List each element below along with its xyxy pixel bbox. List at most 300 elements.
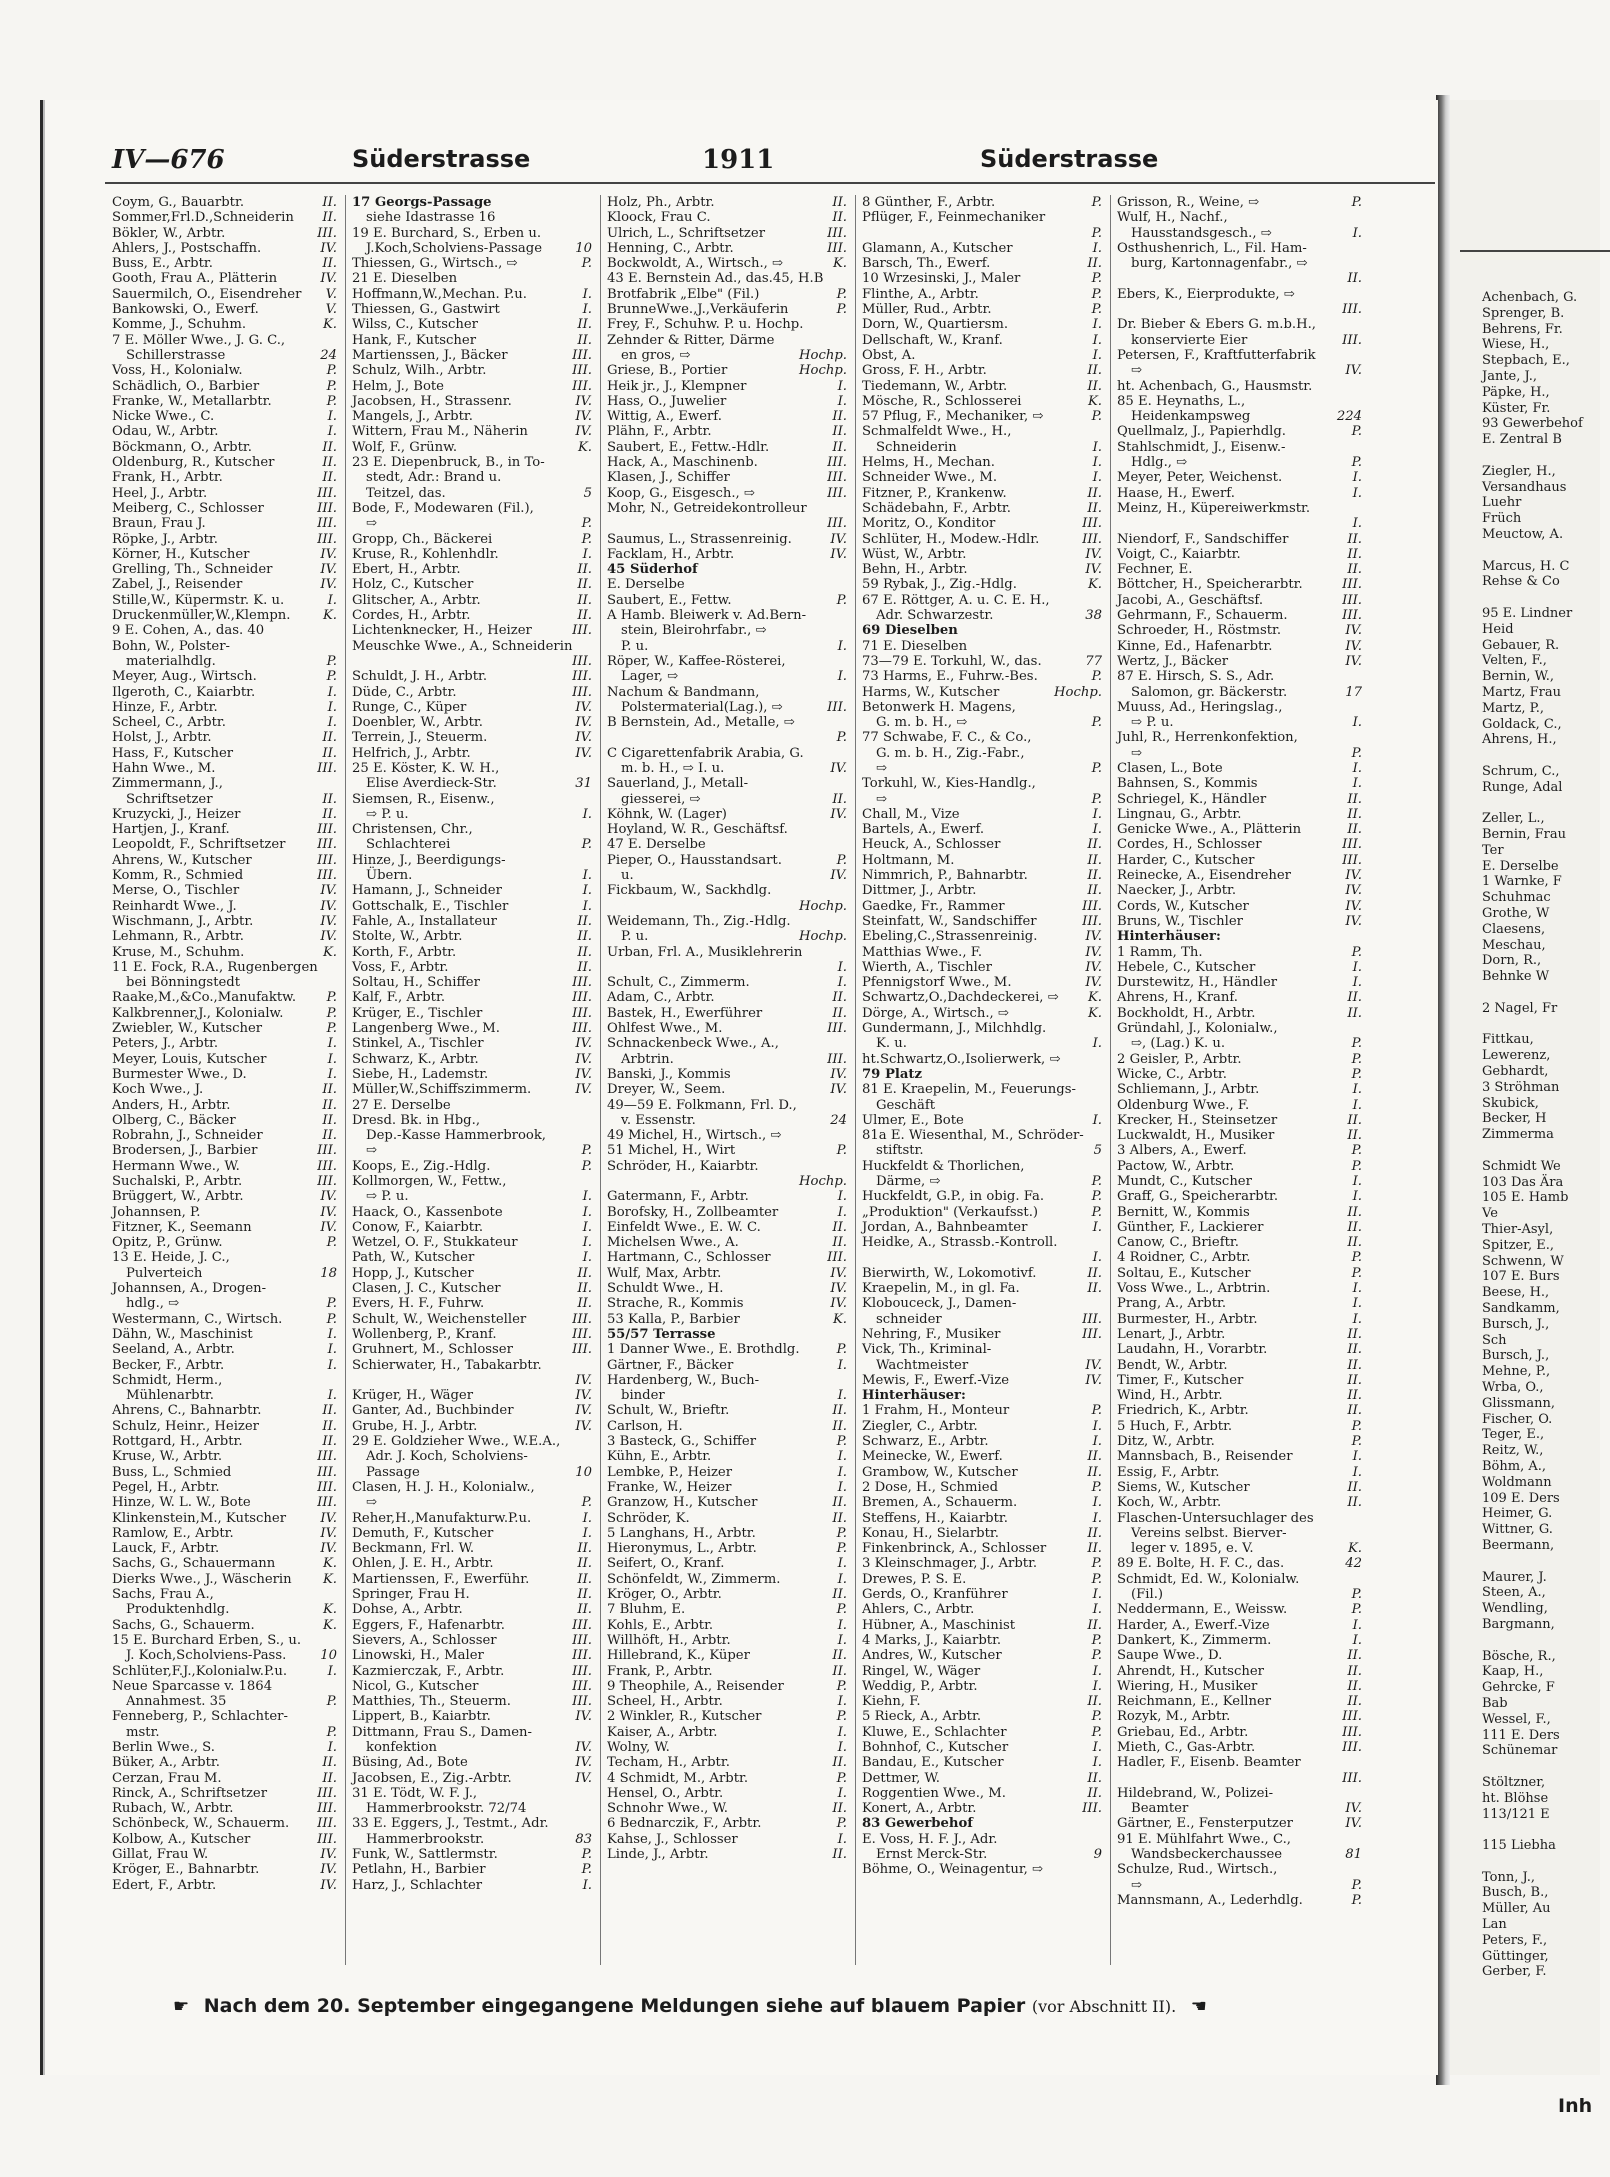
entry-name: Soltau, H., Schiffer <box>352 975 480 991</box>
entry-floor: K. <box>322 1556 337 1572</box>
entry-name: Muuss, Ad., Heringslag., <box>1117 699 1283 715</box>
entry-floor: I. <box>582 806 592 822</box>
entry-name: 1 Danner Wwe., E. Brothdlg. <box>607 1342 800 1358</box>
entry-name: G. m. b. H., Zig.-Fabr., <box>876 745 1025 761</box>
directory-entry <box>352 1342 592 1357</box>
footer-note <box>165 1995 1315 2017</box>
entry-floor: II. <box>832 1755 847 1771</box>
directory-entry <box>1117 1541 1362 1556</box>
directory-entry <box>1117 1664 1362 1679</box>
directory-entry <box>112 1587 337 1602</box>
next-page-fragment: Gehrcke, F <box>1482 1680 1555 1696</box>
entry-name: Glamann, A., Kutscher <box>862 240 1013 256</box>
entry-name: 87 E. Hirsch, S. S., Adr. <box>1117 669 1275 685</box>
entry-name: Dankert, K., Zimmerm. <box>1117 1632 1272 1648</box>
entry-name: Wiering, H., Musiker <box>1117 1678 1258 1694</box>
entry-floor: K. <box>832 1311 847 1327</box>
entry-floor: II. <box>1087 1694 1102 1710</box>
directory-entry <box>112 1113 337 1128</box>
entry-floor: IV. <box>575 1388 592 1404</box>
entry-name: Ilgeroth, C., Kaiarbtr. <box>112 684 256 700</box>
entry-floor: IV. <box>1085 975 1102 991</box>
entry-name: Hinze, W. L. W., Bote <box>112 1495 251 1511</box>
entry-floor <box>844 837 847 852</box>
entry-floor: III. <box>572 990 592 1006</box>
directory-entry <box>112 1771 337 1786</box>
next-page-fragment: Zimmerma <box>1482 1127 1554 1143</box>
entry-name: Koch Wwe., J. <box>112 1082 204 1098</box>
entry-floor: II. <box>832 195 847 210</box>
entry-floor: II. <box>832 791 847 807</box>
entry-floor <box>589 853 592 868</box>
entry-name: Bökler, W., Arbtr. <box>112 225 226 241</box>
entry-name: Voss, F., Arbtr. <box>352 959 449 975</box>
entry-floor: I. <box>327 409 337 425</box>
directory-entry <box>862 470 1102 485</box>
entry-name: Path, W., Kutscher <box>352 1250 475 1266</box>
entry-name: Bockholdt, H., Arbtr. <box>1117 1005 1256 1021</box>
entry-floor <box>589 1174 592 1189</box>
entry-floor: P. <box>1351 944 1362 960</box>
entry-name: Heidenkampsweg <box>1131 409 1251 425</box>
directory-entry <box>1117 516 1362 531</box>
directory-entry <box>1117 241 1362 256</box>
next-page-fragment: Fittkau, <box>1482 1032 1534 1048</box>
entry-name: 51 Michel, H., Wirt <box>607 1143 736 1159</box>
entry-name: leger v. 1895, e. V. <box>1131 1541 1254 1557</box>
entry-name: Mühlenarbtr. <box>126 1388 214 1404</box>
entry-name: Kruse, R., Kohlenhdlr. <box>352 546 499 562</box>
directory-entry <box>352 700 592 715</box>
entry-floor: IV. <box>830 1296 847 1312</box>
entry-floor: III. <box>827 455 847 471</box>
directory-entry <box>862 1465 1102 1480</box>
entry-floor: P. <box>1091 1709 1102 1725</box>
directory-entry <box>352 715 592 730</box>
entry-floor: I. <box>1352 1464 1362 1480</box>
entry-floor: I. <box>327 1739 337 1755</box>
entry-floor <box>1359 1786 1362 1801</box>
entry-name: Soltau, E., Kutscher <box>1117 1265 1251 1281</box>
entry-name: 81 E. Kraepelin, M., Feuerungs- <box>862 1082 1076 1098</box>
next-page-fragment: Jante, J., <box>1482 368 1537 384</box>
entry-floor: IV. <box>1345 898 1362 914</box>
directory-entry <box>352 1159 592 1174</box>
directory-entry <box>1117 990 1362 1005</box>
directory-entry <box>862 1664 1102 1679</box>
entry-name: 8 Günther, F., Arbtr. <box>862 195 996 210</box>
directory-entry <box>1117 1755 1362 1770</box>
directory-entry <box>352 1235 592 1250</box>
entry-floor: P. <box>1091 1403 1102 1419</box>
next-page-fragment <box>1482 1822 1583 1838</box>
entry-name: stein, Bleirohrfabr., ⇨ <box>621 623 767 639</box>
entry-name: Voss, H., Kolonialw. <box>112 363 243 379</box>
entry-name: 1 Ramm, Th. <box>1117 944 1203 960</box>
directory-entry <box>862 379 1102 394</box>
entry-floor: III. <box>827 699 847 715</box>
entry-name: Kolbow, A., Kutscher <box>112 1831 251 1847</box>
directory-entry <box>1117 210 1362 225</box>
directory-entry <box>112 1556 337 1571</box>
directory-entry <box>862 1082 1102 1097</box>
directory-entry <box>352 1358 592 1373</box>
entry-name: Berlin Wwe., S. <box>112 1739 215 1755</box>
entry-name: binder <box>621 1388 665 1404</box>
entry-name: Weidemann, Th., Zig.-Hdlg. <box>607 913 791 929</box>
entry-floor <box>589 1113 592 1128</box>
directory-entry <box>862 593 1102 608</box>
entry-floor: II. <box>322 791 337 807</box>
directory-entry <box>607 746 847 761</box>
directory-entry <box>862 1709 1102 1724</box>
next-page-fragment <box>1482 1143 1583 1159</box>
entry-name: Hillebrand, K., Küper <box>607 1648 750 1664</box>
next-page-fragment: 113/121 E <box>1482 1806 1550 1822</box>
entry-floor: IV. <box>575 715 592 731</box>
directory-entry <box>607 960 847 975</box>
entry-floor: P. <box>581 1158 592 1174</box>
directory-entry <box>1117 1495 1362 1510</box>
entry-floor: IV. <box>320 546 337 562</box>
entry-floor <box>1099 1067 1102 1082</box>
entry-floor <box>334 776 337 791</box>
entry-name: Saubert, E., Fettw.-Hdlr. <box>607 439 770 455</box>
entry-name: Flaschen-Untersuchlager des <box>1117 1510 1314 1526</box>
directory-entry <box>1117 1373 1362 1388</box>
entry-floor: II. <box>832 990 847 1006</box>
entry-name: Thiessen, G., Gastwirt <box>352 302 500 318</box>
entry-name: Röper, W., Kaffee-Rösterei, <box>607 653 786 669</box>
entry-floor <box>334 1633 337 1648</box>
directory-entry <box>112 1602 337 1617</box>
directory-entry <box>607 776 847 791</box>
directory-entry <box>862 929 1102 944</box>
entry-name: Borofsky, H., Zollbeamter <box>607 1204 779 1220</box>
next-page-fragment: Meuctow, A. <box>1482 526 1564 542</box>
directory-entry <box>352 929 592 944</box>
directory-entry <box>112 501 337 516</box>
next-page-fragment: Steen, A., <box>1482 1585 1546 1601</box>
entry-floor: II. <box>577 317 592 333</box>
directory-entry <box>112 486 337 501</box>
entry-floor: II. <box>577 1587 592 1603</box>
entry-name: Friedrich, K., Arbtr. <box>1117 1403 1249 1419</box>
next-page-fragment: 95 E. Lindner <box>1482 605 1573 621</box>
directory-entry <box>1117 883 1362 898</box>
entry-floor: III. <box>1342 1739 1362 1755</box>
directory-entry <box>862 516 1102 531</box>
year: 1911 <box>702 145 775 175</box>
entry-floor: II. <box>322 745 337 761</box>
entry-name: Pegel, H., Arbtr. <box>112 1479 220 1495</box>
entry-name: Arbtrin. <box>621 1051 674 1067</box>
entry-name: Wittern, Frau M., Näherin <box>352 424 528 440</box>
directory-entry <box>1117 822 1362 837</box>
pointing-hand-icon: ☛ <box>173 1996 190 2017</box>
directory-entry <box>352 1006 592 1021</box>
entry-floor: P. <box>836 1342 847 1358</box>
entry-floor: II. <box>1087 256 1102 272</box>
directory-entry <box>862 1847 1102 1862</box>
next-page-fragment: Lewerenz, <box>1482 1048 1551 1064</box>
entry-floor: IV. <box>1345 868 1362 884</box>
entry-name: hdlg., ⇨ <box>126 1296 180 1312</box>
entry-floor: 10 <box>320 1648 337 1664</box>
entry-floor: II. <box>832 1663 847 1679</box>
entry-name: Nicol, G., Kutscher <box>352 1678 479 1694</box>
entry-name: Suchalski, P., Arbtr. <box>112 1174 243 1189</box>
directory-entry <box>352 394 592 409</box>
next-page-fragment: Wittner, G. <box>1482 1522 1553 1538</box>
directory-entry <box>352 1098 592 1113</box>
directory-entry <box>352 1266 592 1281</box>
entry-floor: P. <box>1351 745 1362 761</box>
directory-entry <box>112 1633 337 1648</box>
entry-name: Ahrens, C., Bahnarbtr. <box>112 1403 262 1419</box>
directory-entry <box>1117 1052 1362 1067</box>
entry-floor: IV. <box>320 929 337 945</box>
entry-name: Frank, H., Arbtr. <box>112 470 223 486</box>
entry-floor: IV. <box>830 531 847 547</box>
entry-floor: P. <box>836 286 847 302</box>
entry-name: Teitzel, das. <box>366 485 446 501</box>
entry-name: Haase, H., Ewerf. <box>1117 485 1235 501</box>
entry-name: ⇨ <box>366 1495 378 1511</box>
entry-floor: III. <box>317 225 337 241</box>
directory-entry <box>862 1174 1102 1189</box>
entry-floor: III. <box>317 1801 337 1817</box>
next-page-fragment: Güttinger, <box>1482 1948 1549 1964</box>
directory-entry <box>607 363 847 378</box>
entry-floor: II. <box>322 1770 337 1786</box>
entry-name: m. b. H., ⇨ I. u. <box>621 760 725 776</box>
directory-entry <box>112 287 337 302</box>
entry-name: Ziegler, C., Arbtr. <box>862 1418 978 1434</box>
directory-entry <box>607 1342 847 1357</box>
entry-name: Gross, F. H., Arbtr. <box>862 363 987 379</box>
directory-entry <box>607 1816 847 1831</box>
entry-name: 5 Langhans, H., Arbtr. <box>607 1525 756 1541</box>
footer-note-paren: (vor Abschnitt II). <box>1031 1997 1177 2016</box>
entry-floor <box>1099 639 1102 654</box>
running-head <box>112 145 1159 185</box>
entry-name: Gatermann, F., Arbtr. <box>607 1189 749 1205</box>
entry-floor: P. <box>581 837 592 853</box>
directory-entry <box>1117 1556 1362 1571</box>
entry-name: Jordan, A., Bahnbeamter <box>862 1219 1028 1235</box>
entry-floor: IV. <box>1345 623 1362 639</box>
entry-floor: P. <box>836 1434 847 1450</box>
entry-name: ⇨ P. u. <box>366 1189 409 1205</box>
directory-entry <box>862 639 1102 654</box>
entry-floor: III. <box>317 1174 337 1189</box>
entry-floor: I. <box>1352 516 1362 532</box>
entry-floor: I. <box>582 1877 592 1893</box>
directory-entry <box>862 1266 1102 1281</box>
directory-entry <box>352 1816 592 1831</box>
entry-name: Adr. Schwarzestr. <box>876 608 994 624</box>
directory-entry <box>1117 455 1362 470</box>
directory-entry <box>607 1801 847 1816</box>
directory-entry <box>607 348 847 363</box>
entry-floor: I. <box>582 868 592 884</box>
entry-name: Schulze, Rud., Wirtsch., <box>1117 1862 1278 1878</box>
entry-name: Anders, H., Arbtr. <box>112 1097 231 1113</box>
entry-name: Gaedke, Fr., Rammer <box>862 898 1005 914</box>
entry-floor <box>1359 1572 1362 1587</box>
next-page-fragment: Grothe, W <box>1482 906 1550 922</box>
directory-entry <box>862 853 1102 868</box>
entry-floor: III. <box>317 531 337 547</box>
next-page-fragment: Runge, Adal <box>1482 779 1563 795</box>
directory-entry <box>112 746 337 761</box>
entry-name: Schnohr Wwe., W. <box>607 1801 728 1817</box>
entry-floor: K. <box>322 1571 337 1587</box>
next-page-fragment <box>1482 590 1583 606</box>
entry-floor: I. <box>582 1189 592 1205</box>
entry-name: Genicke Wwe., A., Plätterin <box>1117 822 1302 838</box>
entry-floor: II. <box>1347 1388 1362 1404</box>
entry-name: 77 Schwabe, F. C., & Co., <box>862 730 1032 746</box>
entry-floor: II. <box>577 1571 592 1587</box>
entry-floor <box>589 761 592 776</box>
entry-name: 5 Rieck, A., Arbtr. <box>862 1709 982 1725</box>
entry-name: Beckmann, Frl. W. <box>352 1541 475 1557</box>
entry-floor: II. <box>322 1755 337 1771</box>
entry-name: Plähn, F., Arbtr. <box>607 424 712 440</box>
directory-entry <box>112 1480 337 1495</box>
next-page-fragment: Maurer, J. <box>1482 1569 1547 1585</box>
entry-name: Därme, ⇨ <box>876 1174 941 1189</box>
entry-floor: III. <box>1342 1724 1362 1740</box>
next-page-fragment: Gebauer, R. <box>1482 637 1560 653</box>
directory-entry <box>352 256 592 271</box>
directory-entry <box>352 639 592 654</box>
entry-floor: I. <box>327 1326 337 1342</box>
entry-name: siehe Idastrasse 16 <box>366 210 496 226</box>
directory-entry <box>1117 348 1362 363</box>
entry-name: Buss, L., Schmied <box>112 1464 232 1480</box>
entry-floor: II. <box>322 1434 337 1450</box>
directory-entry <box>607 1159 847 1174</box>
next-page-fragment: 1 Warnke, F <box>1482 874 1562 890</box>
entry-name: Juhl, R., Herrenkonfektion, <box>1117 730 1298 746</box>
directory-entry <box>862 1801 1102 1816</box>
entry-floor: 10 <box>575 1464 592 1480</box>
directory-entry <box>112 1358 337 1373</box>
directory-entry <box>607 623 847 638</box>
directory-entry <box>607 1771 847 1786</box>
entry-name: Bockwoldt, A., Wirtsch., ⇨ <box>607 256 784 272</box>
next-page-fragment: Bargmann, <box>1482 1616 1555 1632</box>
next-page-fragment: E. Zentral B <box>1482 432 1562 448</box>
entry-floor: II. <box>322 210 337 226</box>
entry-floor <box>844 623 847 638</box>
entry-floor: II. <box>1087 1464 1102 1480</box>
directory-entry <box>352 1556 592 1571</box>
entry-name: Scheel, H., Arbtr. <box>607 1694 723 1710</box>
directory-entry <box>112 761 337 776</box>
next-page-fragment: Velten, F., <box>1482 653 1547 669</box>
directory-entry <box>1117 333 1362 348</box>
next-page-fragment: Teger, E., <box>1482 1427 1545 1443</box>
entry-name: Hank, F., Kutscher <box>352 332 477 348</box>
directory-entry <box>607 486 847 501</box>
entry-floor: II. <box>577 929 592 945</box>
entry-name: Mösche, R., Schlosserei <box>862 393 1022 409</box>
directory-entry <box>607 700 847 715</box>
directory-entry <box>352 271 592 286</box>
entry-name: Wollenberg, P., Kranf. <box>352 1326 497 1342</box>
directory-entry <box>352 1128 592 1143</box>
directory-entry <box>352 1465 592 1480</box>
entry-name: Gärtner, F., Bäcker <box>607 1357 734 1373</box>
entry-name: Hinterhäuser: <box>1117 929 1221 945</box>
entry-floor: P. <box>1091 1648 1102 1664</box>
entry-floor: IV. <box>575 745 592 761</box>
entry-floor: 5 <box>1093 1143 1102 1159</box>
entry-floor: P. <box>1351 455 1362 471</box>
entry-name: 85 E. Heynaths, L., <box>1117 393 1246 409</box>
entry-floor: P. <box>326 1694 337 1710</box>
directory-entry <box>607 1143 847 1158</box>
entry-floor: I. <box>1352 760 1362 776</box>
entry-floor: I. <box>1092 1495 1102 1511</box>
directory-entry <box>352 1618 592 1633</box>
directory-entry <box>1117 1725 1362 1740</box>
directory-entry <box>352 1495 592 1510</box>
next-page-fragment: Schuhmac <box>1482 890 1551 906</box>
entry-name: 59 Rybak, J., Zig.-Hdlg. <box>862 577 1017 593</box>
entry-name: 27 E. Derselbe <box>352 1097 451 1113</box>
entry-floor: P. <box>836 1816 847 1832</box>
directory-entry <box>862 1771 1102 1786</box>
directory-entry <box>112 853 337 868</box>
entry-floor: II. <box>1087 378 1102 394</box>
entry-floor <box>589 195 592 210</box>
directory-entry <box>352 210 592 225</box>
entry-floor: III. <box>572 669 592 685</box>
page-number: IV—676 <box>112 145 225 175</box>
directory-entry <box>862 317 1102 332</box>
entry-name: ⇨ <box>1131 1877 1143 1893</box>
directory-entry <box>607 945 847 960</box>
entry-floor: K. <box>1347 1541 1362 1557</box>
entry-floor: K. <box>1087 990 1102 1006</box>
entry-name: Wetzel, O. F., Stukkateur <box>352 1235 518 1251</box>
entry-floor: II. <box>322 1082 337 1098</box>
entry-floor <box>1359 1832 1362 1847</box>
directory-entry <box>352 1832 592 1847</box>
directory-entry <box>112 639 337 654</box>
next-page-fragment: 2 Nagel, Fr <box>1482 1000 1558 1016</box>
entry-name: Dierks Wwe., J., Wäscherin <box>112 1571 292 1587</box>
entry-name: Wind, H., Arbtr. <box>1117 1388 1223 1404</box>
entry-name: Mannsmann, A., Lederhdlg. <box>1117 1892 1303 1908</box>
entry-name: Hebele, C., Kutscher <box>1117 959 1256 975</box>
directory-entry <box>862 1679 1102 1694</box>
directory-entry <box>607 256 847 271</box>
entry-floor: I. <box>327 1357 337 1373</box>
entry-name: Ahrens, H., Kranf. <box>1117 990 1238 1006</box>
entry-name: Hass, O., Juwelier <box>607 393 727 409</box>
entry-name: Bernitt, W., Kommis <box>1117 1204 1250 1220</box>
entry-name: Pulverteich <box>126 1265 203 1281</box>
entry-floor: IV. <box>575 424 592 440</box>
directory-entry <box>1117 761 1362 776</box>
directory-entry <box>352 1526 592 1541</box>
